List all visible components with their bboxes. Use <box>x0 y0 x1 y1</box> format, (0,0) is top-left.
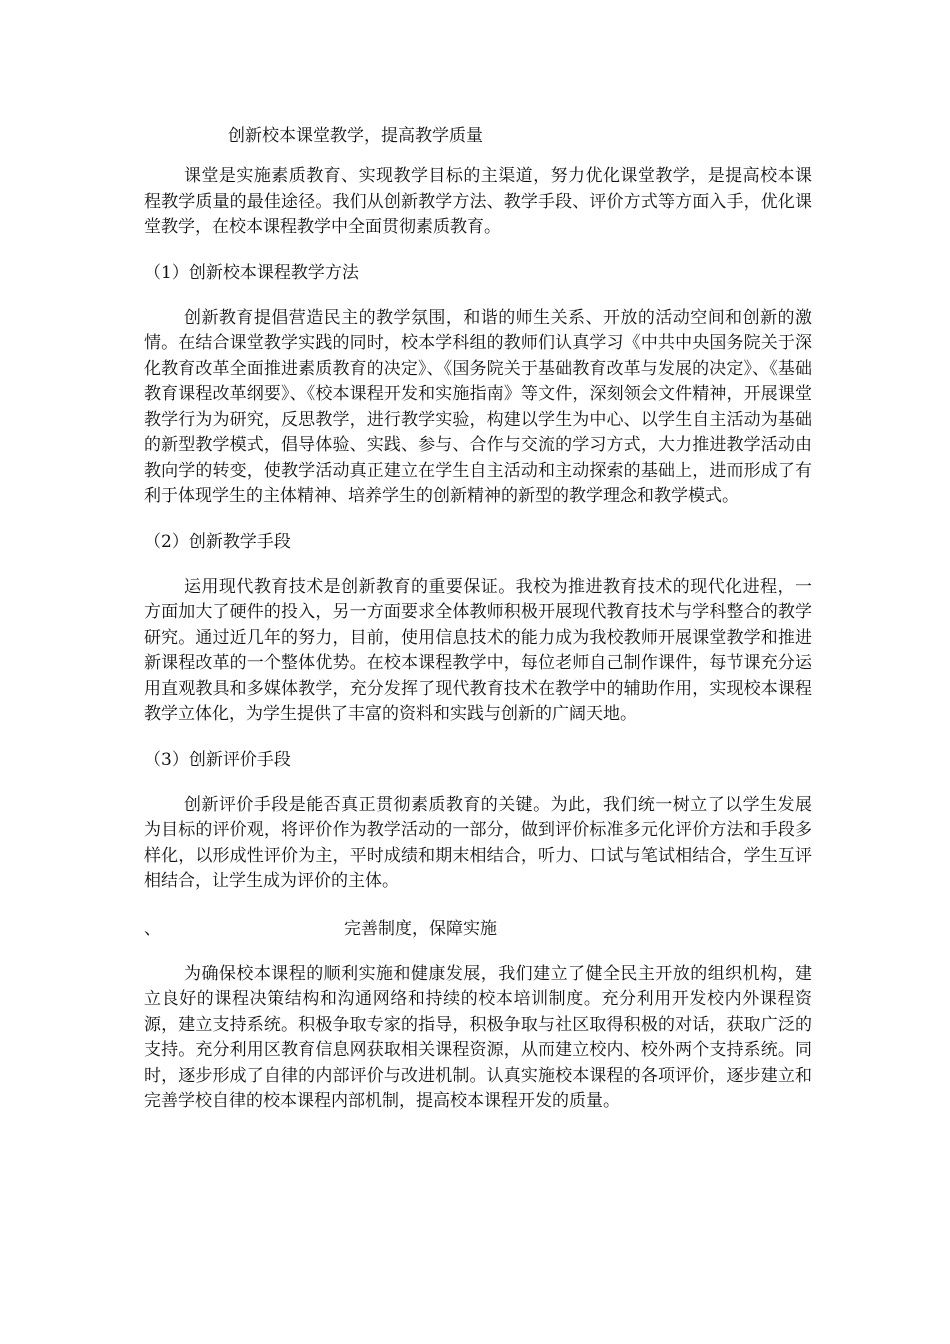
part-title-mark: 、 <box>144 918 161 939</box>
section-body-2: 运用现代教育技术是创新教育的重要保证。我校为推进教育技术的现代化进程，一方面加大了硬件的投入，另一方面要求全体教师积极开展现代教育技术与学科整合的教学研究。通过近几年的努力，目前，使用信息技术的能力成为我校教师开展课堂教学和推进新课程改革的一个整体优势。在校本课程教学中，每位老师自己制作课件，每节课充分运用直观教具和多媒体教学，充分发挥了现代教育技术在教学中的辅助作用，实现校本课程教学立体化，为学生提供了丰富的资料和实践与创新的广阔天地。 <box>144 576 812 724</box>
intro-paragraph: 课堂是实施素质教育、实现教学目标的主渠道，努力优化课堂教学，是提高校本课程教学质量的最佳途径。我们从创新教学方法、教学手段、评价方式等方面入手，优化课堂教学，在校本课程教学中全面贯彻素质教育。 <box>144 166 812 237</box>
section-body-1: 创新教育提倡营造民主的教学氛围，和谐的师生关系、开放的活动空间和创新的激情。在结合课堂教学实践的同时，校本学科组的教师们认真学习《中共中央国务院关于深化教育改革全面推进素质教育的决定》、《国务院关于基础教育改革与发展的决定》、《基础教育课程改革纲要》、《校本课程开发和实施指南》等文件，深刻领会文件精神，开展课堂教学行为为研究，反思教学，进行教学实验，构建以学生为中心、以学生自主活动为基础的新型教学模式，倡导体验、实践、参与、合作与交流的学习方式，大力推进教学活动由教向学的转变，使教学活动真正建立在学生自主活动和主动探索的基础上，进而形成了有利于体现学生的主体精神、培养学生的创新精神的新型的教学理念和教学模式。 <box>144 307 812 506</box>
section-heading-2: （2）创新教学手段 <box>144 531 291 552</box>
section-heading-3: （3）创新评价手段 <box>144 749 291 770</box>
document-title: 创新校本课堂教学，提高教学质量 <box>228 126 483 146</box>
section-heading-1: （1）创新校本课程教学方法 <box>144 262 359 283</box>
section-body-3: 创新评价手段是能否真正贯彻素质教育的关键。为此，我们统一树立了以学生发展为目标的评价观，将评价作为教学活动的一部分，做到评价标准多元化评价方法和手段多样化，以形成性评价为主，平时成绩和期末相结合，听力、口试与笔试相结合，学生互评相结合，让学生成为评价的主体。 <box>144 794 812 891</box>
part-body: 为确保校本课程的顺利实施和健康发展，我们建立了健全民主开放的组织机构，建立良好的课程决策结构和沟通网络和持续的校本培训制度。充分利用开发校内外课程资源，建立支持系统。积极争取专家的指导，积极争取与社区取得积极的对话，获取广泛的支持。充分利用区教育信息网获取相关课程资源，从而建立校内、校外两个支持系统。同时，逐步形成了自律的内部评价与改进机制。认真实施校本课程的各项评价，逐步建立和完善学校自律的校本课程内部机制，提高校本课程开发的质量。 <box>144 963 812 1111</box>
document-content <box>144 118 812 1115</box>
part-title <box>144 917 812 942</box>
part-title-text: 完善制度，保障实施 <box>344 918 497 939</box>
